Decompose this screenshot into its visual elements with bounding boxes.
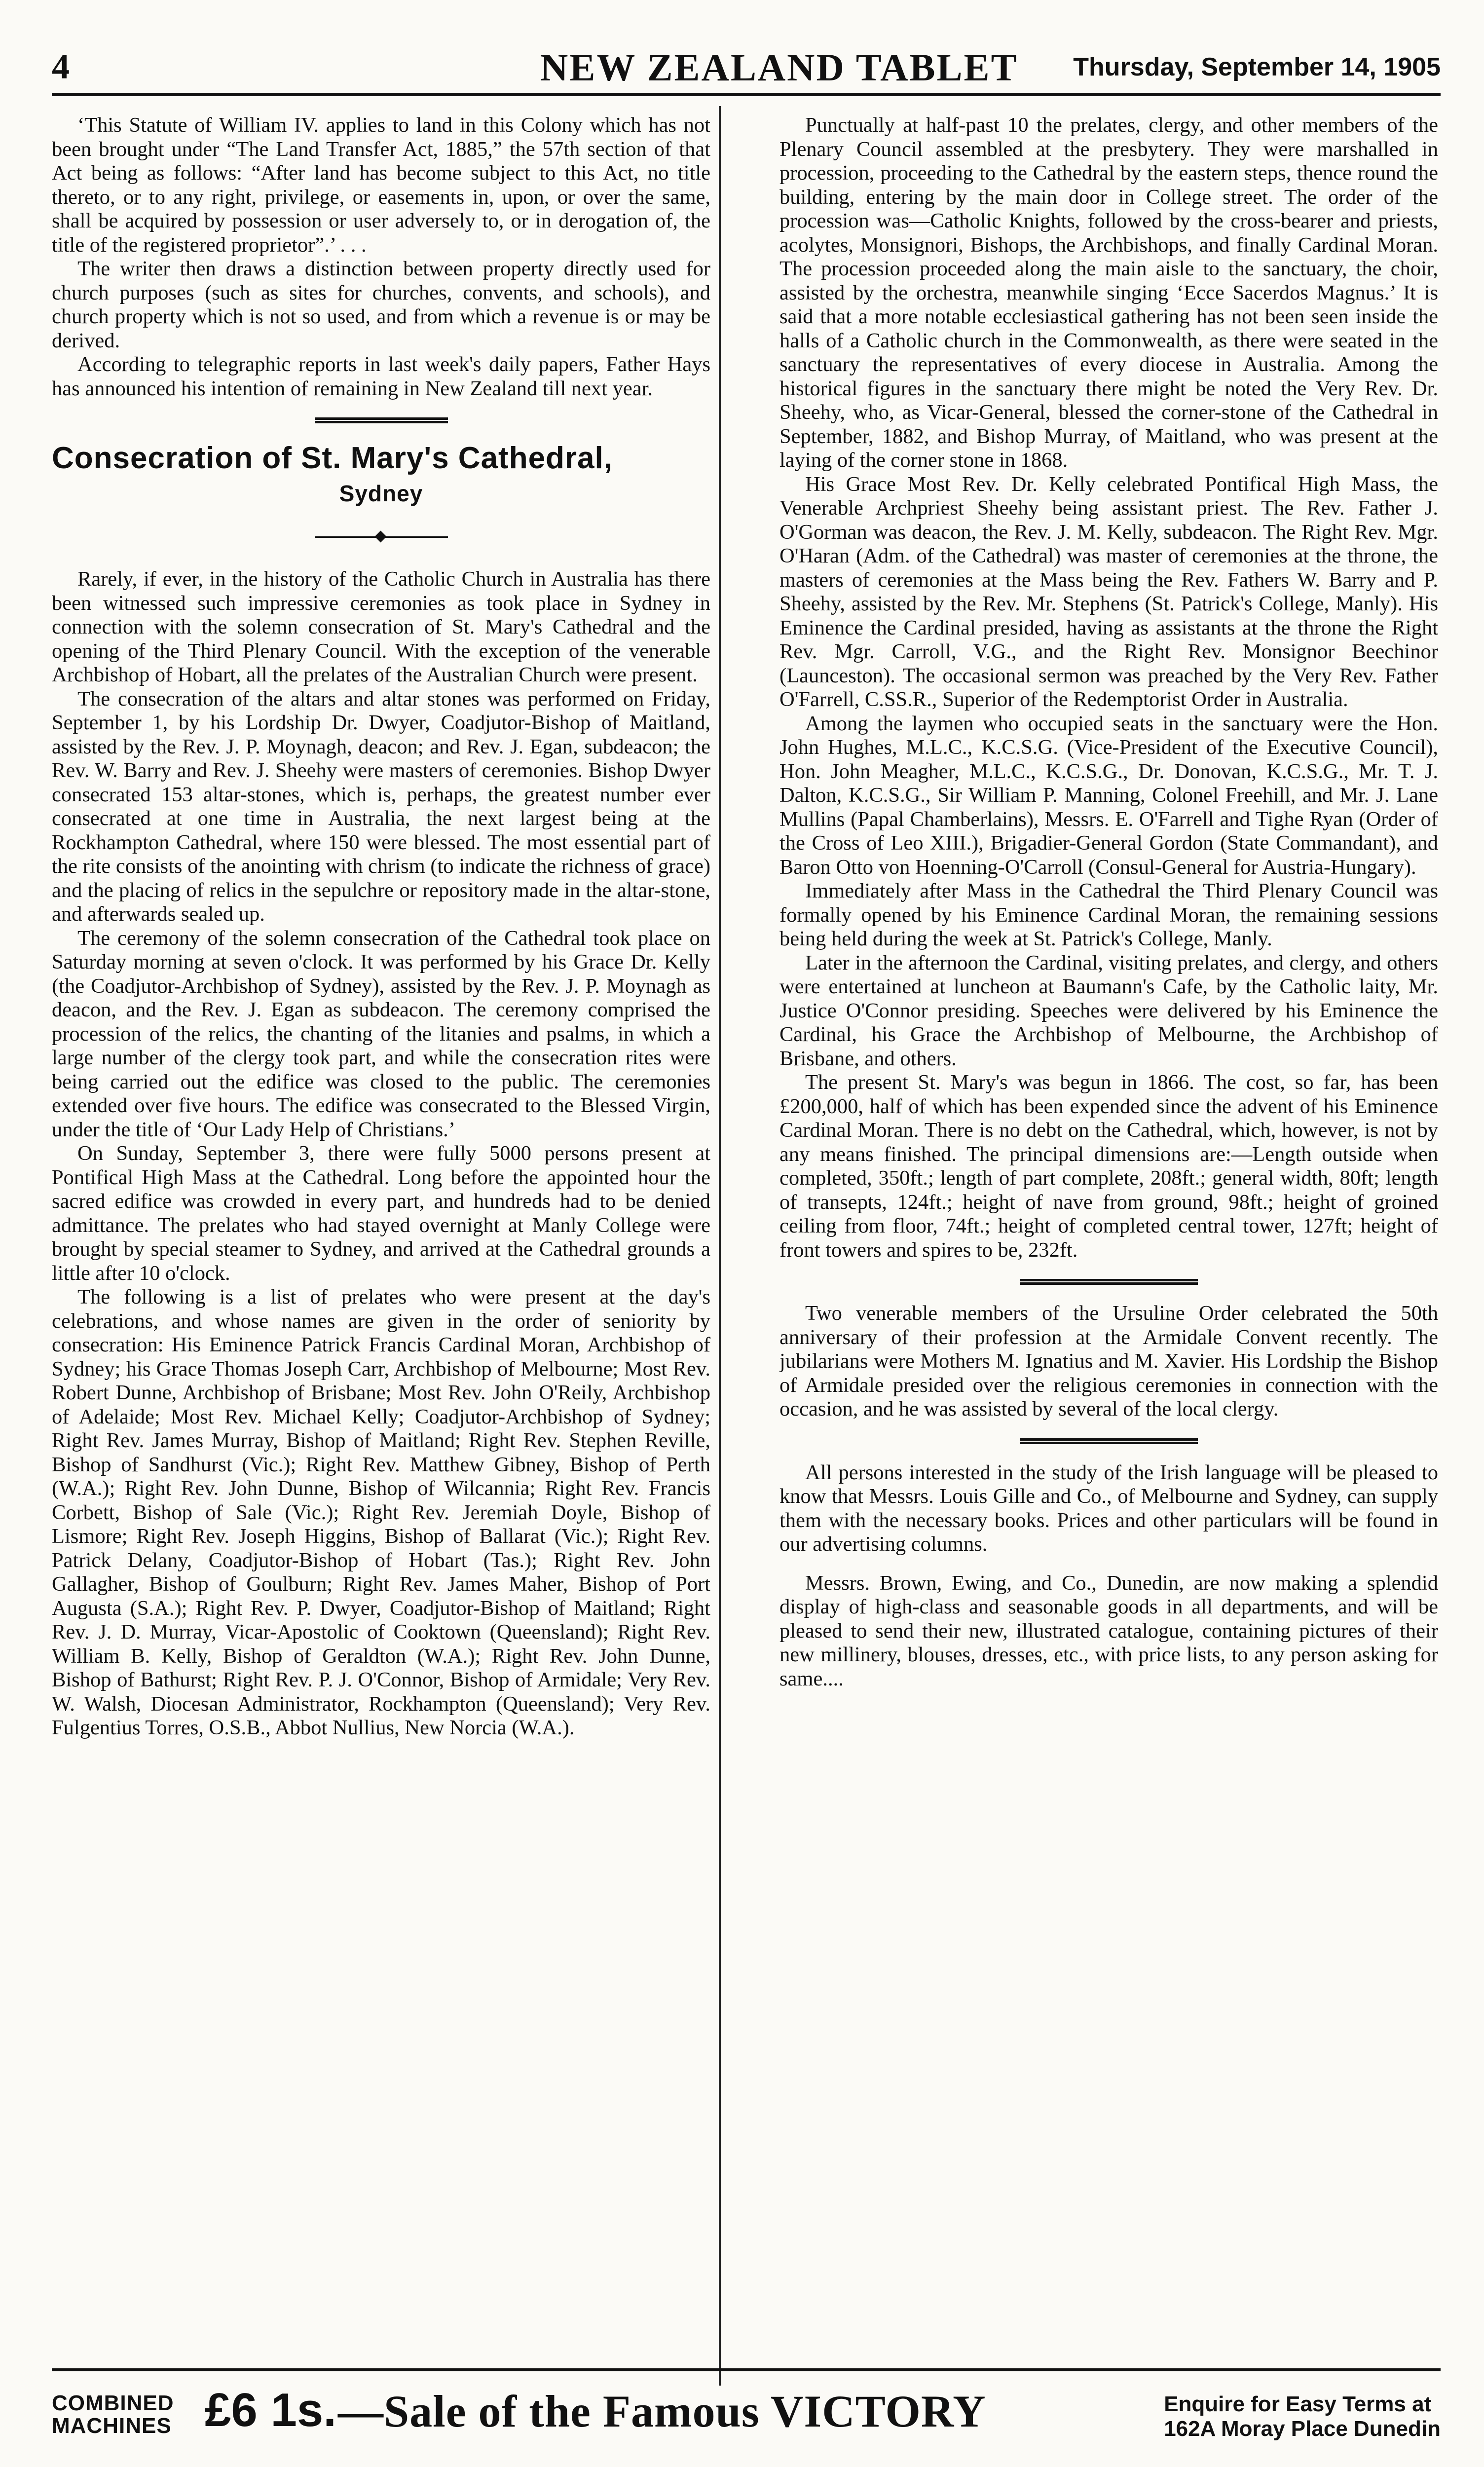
section-divider bbox=[315, 417, 448, 423]
ad-headline: —Sale of the Famous VICTORY bbox=[338, 2386, 986, 2436]
irish-language-paragraph: All persons interested in the study of the Irish language will be pleased to know that Messrs. Louis Gille and Co., of Melbourne and Sydney, can supply them with the necessary books. Prices and other particulars will be found in our advertising columns. bbox=[779, 1460, 1438, 1556]
article-paragraph: Immediately after Mass in the Cathedral the Third Plenary Council was formally opened by his Eminence Cardinal Moran, the remaining sessions being held during the week at St. Patrick's College, Manly. bbox=[779, 879, 1438, 950]
section-divider bbox=[1020, 1279, 1198, 1285]
ursuline-paragraph: Two venerable members of the Ursuline Order celebrated the 50th anniversary of their profession at the Armidale Convent recently. The jubilarians were Mothers M. Ignatius and M. Xavier. His Lordship the Bishop of Armidale presided over the religious ceremonies in connection with the occasion, and he was assisted by several of the local clergy. bbox=[779, 1302, 1438, 1420]
left-column bbox=[52, 113, 710, 2354]
diamond-divider bbox=[315, 532, 448, 542]
footer-advertisement bbox=[52, 2383, 1441, 2467]
article-paragraph: On Sunday, September 3, there were fully 5000 persons present at Pontifical High Mass at the Cathedral. Long before the appointed hour the sacred edifice was crowded in every part, and hundreds had to be denied admittance. The prelates who had stayed overnight at Manly College were brought by special steamer to Sydney, and arrived at the Cathedral grounds a little after 10 o'clock. bbox=[52, 1142, 710, 1285]
page-number: 4 bbox=[52, 47, 70, 86]
page-header bbox=[52, 45, 1441, 91]
header-rule bbox=[52, 93, 1441, 96]
intro-paragraph: The writer then draws a distinction between property directly used for church purposes (such as sites for churches, convents, and schools), and church property which is not so used, and from which a revenue is or may be derived. bbox=[52, 257, 710, 352]
brown-ewing-paragraph: Messrs. Brown, Ewing, and Co., Dunedin, are now making a splendid display of high-class and seasonable goods in all departments, and will be pleased to send their new, illustrated catalogue, containing pictures of their new millinery, blouses, dresses, etc., with price lists, to any person asking for same.... bbox=[779, 1571, 1438, 1690]
article-paragraph: Punctually at half-past 10 the prelates, clergy, and other members of the Plenary Council assembled at the presbytery. They were marshalled in procession, proceeding to the Cathedral by the eastern steps, thence round the building, entering by the main door in College street. The order of the procession was—Catholic Knights, followed by the cross-bearer and priests, acolytes, Monsignori, Bishops, the Archbishops, and finally Cardinal Moran. The procession proceeded along the main aisle to the sanctuary, the choir, assisted by the orchestra, meanwhile singing ‘Ecce Sacerdos Magnus.’ It is said that a more notable ecclesiastical gathering has not been seen inside the halls of a Catholic church in the Commonwealth, as there were seated in the sanctuary the representatives of every diocese in Australia. Among the historical figures in the sanctuary there might be noted the Very Rev. Dr. Sheehy, who, as Vicar-General, blessed the corner-stone of the Cathedral in September, 1882, and Bishop Murray, of Maitland, who was present at the laying of the corner stone in 1868. bbox=[779, 113, 1438, 472]
section-divider bbox=[1020, 1438, 1198, 1444]
combined-text: COMBINED bbox=[52, 2391, 174, 2415]
article-paragraph: His Grace Most Rev. Dr. Kelly celebrated Pontifical High Mass, the Venerable Archpriest Sheehy being assistant priest. The Rev. Father J. O'Gorman was deacon, the Rev. J. M. Kelly, subdeacon. The Right Rev. Mgr. O'Haran (Adm. of the Cathedral) was master of ceremonies at the throne, the masters of ceremonies at the Mass being the Rev. Fathers W. Barry and P. Sheehy, assisted by the Rev. Mr. Stephens (St. Patrick's College, Manly). His Eminence the Cardinal presided, having as assistants at the throne the Right Rev. Mgr. Carroll, V.G., and the Right Rev. Monsignor Beechinor (Launceston). The occasional sermon was preached by the Very Rev. Father O'Farrell, C.SS.R., Superior of the Redemptorist Order in Australia. bbox=[779, 472, 1438, 711]
machines-text: MACHINES bbox=[52, 2414, 172, 2438]
combined-machines-label bbox=[52, 2392, 174, 2437]
article-paragraph: The present St. Mary's was begun in 1866. The cost, so far, has been £200,000, half of which has been expended since the advent of his Eminence Cardinal Moran. There is no debt on the Cathedral, which, however, is not by any means finished. The principal dimensions are:—Length outside when completed, 350ft.; length of part complete, 208ft.; general width, 80ft; length of transepts, 124ft.; height of nave from ground, 98ft.; height of groined ceiling from floor, 74ft.; height of completed central tower, 127ft; height of front towers and spires to be, 232ft. bbox=[779, 1071, 1438, 1262]
article-paragraph: Among the laymen who occupied seats in the sanctuary were the Hon. John Hughes, M.L.C., K.C.S.G. (Vice-President of the Executive Council), Hon. John Meagher, M.L.C., K.C.S.G., Dr. Donovan, K.C.S.G., Mr. T. J. Dalton, K.C.S.G., Sir William P. Manning, Colonel Freehill, and Mr. J. Lane Mullins (Papal Chamberlains), Messrs. E. O'Farrell and Tighe Ryan (Order of the Cross of Leo XIII.), Brigadier-General Gordon (State Commandant), and Baron Otto von Hoenning-O'Carroll (Consul-General for Austria-Hungary). bbox=[779, 711, 1438, 879]
column-rule bbox=[719, 106, 721, 2386]
diamond-ornament-icon bbox=[374, 530, 386, 542]
article-subtitle: Sydney bbox=[339, 481, 423, 506]
intro-paragraph: ‘This Statute of William IV. applies to land in this Colony which has not been brought under “The Land Transfer Act, 1885,” the 57th section of that Act being as follows: “After land has become subject to this Act, no title thereto, or to any right, privilege, or easements in, upon, or over the same, shall be acquired by possession or user adversely to, or in derogation of, the title of the registered proprietor”.’ . . . bbox=[52, 113, 710, 257]
article-paragraph: The following is a list of prelates who were present at the day's celebrations, and whose names are given in the order of seniority by consecration: His Eminence Patrick Francis Cardinal Moran, Archbishop of Sydney; his Grace Thomas Joseph Carr, Archbishop of Melbourne; Most Rev. Robert Dunne, Archbishop of Brisbane; Most Rev. John O'Reily, Archbishop of Adelaide; Most Rev. Michael Kelly; Coadjutor-Archbishop of Sydney; Right Rev. James Murray, Bishop of Maitland; Right Rev. Stephen Reville, Bishop of Sandhurst (Vic.); Right Rev. Matthew Gibney, Bishop of Perth (W.A.); Right Rev. John Dunne, Bishop of Wilcannia; Right Rev. Francis Corbett, Bishop of Sale (Vic.); Right Rev. Jeremiah Doyle, Bishop of Lismore; Right Rev. Joseph Higgins, Bishop of Ballarat (Vic.); Right Rev. Patrick Delany, Coadjutor-Bishop of Hobart (Tas.); Right Rev. John Gallagher, Bishop of Goulburn; Right Rev. James Maher, Bishop of Port Augusta (S.A.); Right Rev. P. Dwyer, Coadjutor-Bishop of Maitland; Right Rev. J. D. Murray, Vicar-Apostolic of Cooktown (Queensland); Right Rev. William B. Kelly, Bishop of Geraldton (W.A.); Right Rev. John Dunne, Bishop of Bathurst; Right Rev. P. J. O'Connor, Bishop of Armidale; Very Rev. W. Walsh, Diocesan Administrator, Rockhampton (Queensland); Very Rev. Fulgentius Torres, O.S.B., Abbot Nullius, New Norcia (W.A.). bbox=[52, 1285, 710, 1739]
article-paragraph: Later in the afternoon the Cardinal, visiting prelates, and clergy, and others were entertained at luncheon at Baumann's Cafe, by the Catholic laity, Mr. Justice O'Connor presiding. Speeches were delivered by his Eminence the Cardinal, his Grace the Archbishop of Melbourne, the Archbishop of Brisbane, and others. bbox=[779, 951, 1438, 1070]
article-paragraph: The ceremony of the solemn consecration of the Cathedral took place on Saturday morning at seven o'clock. It was performed by his Grace Dr. Kelly (the Coadjutor-Archbishop of Sydney), assisted by the Rev. J. P. Moynagh as deacon, and the Rev. J. Egan as subdeacon. The ceremony comprised the procession of the relics, the chanting of the litanies and psalms, in which a large number of the clergy took part, and while the consecration rites were being carried out the edifice was closed to the public. The ceremonies extended over five hours. The edifice was consecrated to the Blessed Virgin, under the title of ‘Our Lady Help of Christians.’ bbox=[52, 926, 710, 1141]
ad-price: £6 1s. bbox=[205, 2384, 336, 2436]
intro-paragraph: According to telegraphic reports in last week's daily papers, Father Hays has announced his intention of remaining in New Zealand till next year. bbox=[52, 353, 710, 400]
right-column bbox=[779, 113, 1438, 2354]
address-text: 162A Moray Place Dunedin bbox=[1164, 2417, 1441, 2441]
article-title: Consecration of St. Mary's Cathedral, bbox=[52, 441, 613, 475]
footer-rule bbox=[52, 2368, 1441, 2371]
enquire-text: Enquire for Easy Terms at bbox=[1164, 2392, 1432, 2416]
ad-enquire bbox=[1164, 2392, 1441, 2441]
issue-date: Thursday, September 14, 1905 bbox=[1073, 53, 1441, 81]
article-paragraph: Rarely, if ever, in the history of the Catholic Church in Australia has there been witnessed such impressive ceremonies as took place in Sydney in connection with the solemn consecration of St. Mary's Cathedral and the opening of the Third Plenary Council. With the exception of the venerable Archbishop of Hobart, all the prelates of the Australian Church were present. bbox=[52, 567, 710, 686]
masthead-title: NEW ZEALAND TABLET bbox=[540, 46, 1018, 89]
article-paragraph: The consecration of the altars and altar stones was performed on Friday, September 1, by his Lordship Dr. Dwyer, Coadjutor-Bishop of Maitland, assisted by the Rev. J. P. Moynagh, deacon; and Rev. J. Egan, subdeacon; the Rev. W. Barry and Rev. J. Sheehy were masters of ceremonies. Bishop Dwyer consecrated 153 altar-stones, which is, perhaps, the greatest number ever consecrated at one time in Australia, the next largest being at the Rockhampton Cathedral, where 150 were blessed. The most essential part of the rite consists of the anointing with chrism (to indicate the richness of grace) and the placing of relics in the sepulchre or repository made in the altar-stone, and afterwards sealed up. bbox=[52, 687, 710, 926]
